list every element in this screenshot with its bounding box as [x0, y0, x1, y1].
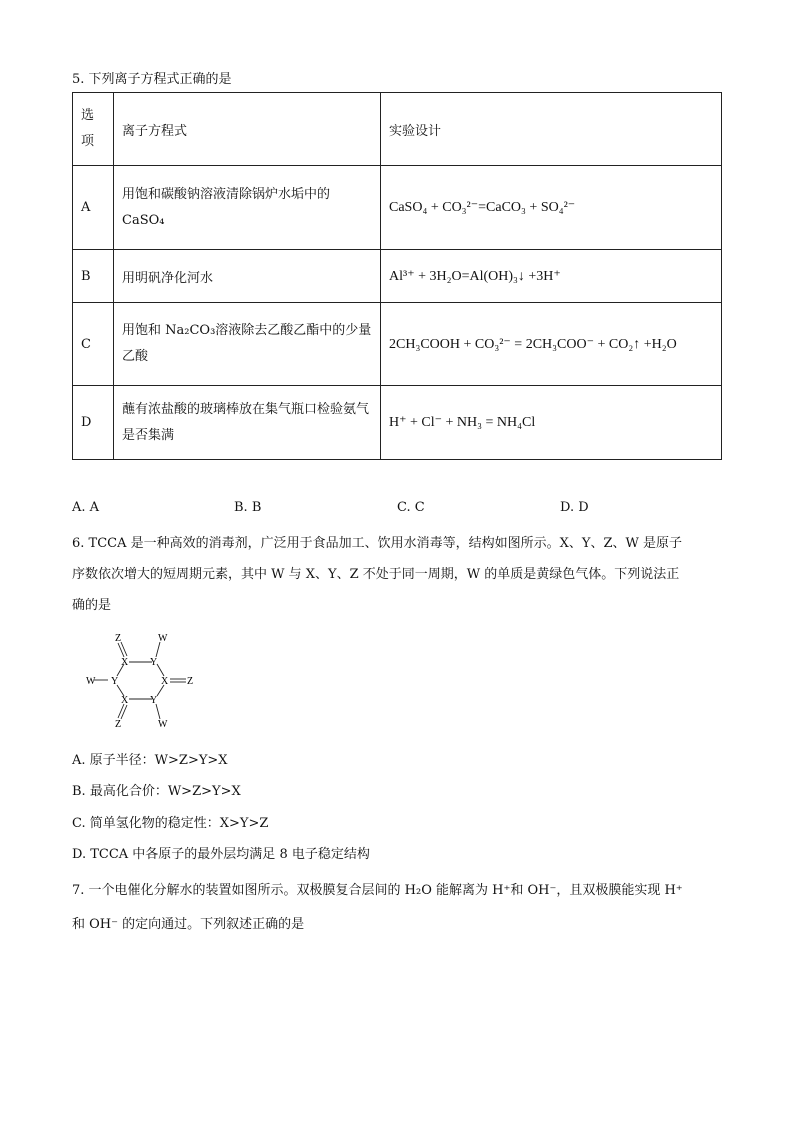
svg-text:X: X	[121, 657, 129, 668]
row-equation: Al³⁺ + 3H₂O=Al(OH)₃↓ +3H⁺	[381, 250, 722, 303]
choice-d[interactable]: D. D	[560, 500, 589, 515]
q5-table	[72, 92, 722, 460]
row-design: 蘸有浓盐酸的玻璃棒放在集气瓶口检验氨气是否集满	[114, 386, 381, 460]
table-row	[73, 303, 722, 386]
row-equation: H⁺ + Cl⁻ + NH₃ = NH₄Cl	[381, 386, 722, 460]
svg-text:W: W	[158, 719, 168, 728]
header-equation: 离子方程式	[114, 93, 381, 166]
svg-text:Z: Z	[115, 633, 122, 644]
table-row	[73, 166, 722, 250]
row-option: C	[73, 303, 114, 386]
table-header-row	[73, 93, 722, 166]
svg-text:W: W	[158, 633, 168, 644]
svg-text:Y: Y	[150, 657, 158, 668]
q6-stem-line3: 确的是	[72, 598, 112, 613]
svg-text:X: X	[121, 695, 129, 706]
row-option: A	[73, 166, 114, 250]
tcca-structure-diagram	[84, 632, 204, 728]
row-design: 用饱和碳酸钠溶液清除锅炉水垢中的CaSO₄	[114, 166, 381, 250]
header-design: 实验设计	[381, 93, 722, 166]
row-design: 用明矾净化河水	[114, 250, 381, 303]
table-row	[73, 386, 722, 460]
row-equation: CaSO₄ + CO₃²⁻=CaCO₃ + SO₄²⁻	[381, 166, 722, 250]
row-option: D	[73, 386, 114, 460]
svg-text:X: X	[161, 676, 169, 687]
choice-c[interactable]: C. C	[397, 500, 425, 515]
svg-text:Z: Z	[187, 676, 194, 687]
q6-choice-c[interactable]: C. 简单氢化物的稳定性：X>Y>Z	[72, 816, 269, 831]
row-equation: 2CH₃COOH + CO₃²⁻ = 2CH₃COO⁻ + CO₂↑ +H₂O	[381, 303, 722, 386]
q6-choice-b[interactable]: B. 最高化合价：W>Z>Y>X	[72, 784, 241, 799]
svg-text:Y: Y	[150, 695, 158, 706]
q6-choice-a[interactable]: A. 原子半径：W>Z>Y>X	[72, 753, 228, 768]
q6-choice-d[interactable]: D. TCCA 中各原子的最外层均满足 8 电子稳定结构	[72, 847, 370, 862]
table-row	[73, 250, 722, 303]
q6-stem-line1: 6. TCCA 是一种高效的消毒剂，广泛用于食品加工、饮用水消毒等，结构如图所示。X、Y、Z、W 是原子	[72, 536, 682, 551]
structure-atoms	[86, 633, 193, 728]
row-design: 用饱和 Na₂CO₃溶液除去乙酸乙酯中的少量乙酸	[114, 303, 381, 386]
choice-a[interactable]: A. A	[72, 500, 100, 515]
q6-stem-line2: 序数依次增大的短周期元素，其中 W 与 X、Y、Z 不处于同一周期，W 的单质是黄绿色气体。下列说法正	[72, 567, 680, 582]
svg-text:Z: Z	[115, 719, 122, 728]
choice-b[interactable]: B. B	[234, 500, 262, 515]
q5-stem: 5. 下列离子方程式正确的是	[72, 72, 232, 87]
q7-stem-line1: 7. 一个电催化分解水的装置如图所示。双极膜复合层间的 H₂O 能解离为 H⁺和 OH⁻，且双极膜能实现 H⁺	[72, 883, 683, 898]
q7-stem-line2: 和 OH⁻ 的定向通过。下列叙述正确的是	[72, 917, 305, 932]
row-option: B	[73, 250, 114, 303]
svg-text:Y: Y	[111, 676, 119, 687]
svg-text:W: W	[86, 676, 96, 687]
header-option: 选项	[73, 93, 114, 166]
